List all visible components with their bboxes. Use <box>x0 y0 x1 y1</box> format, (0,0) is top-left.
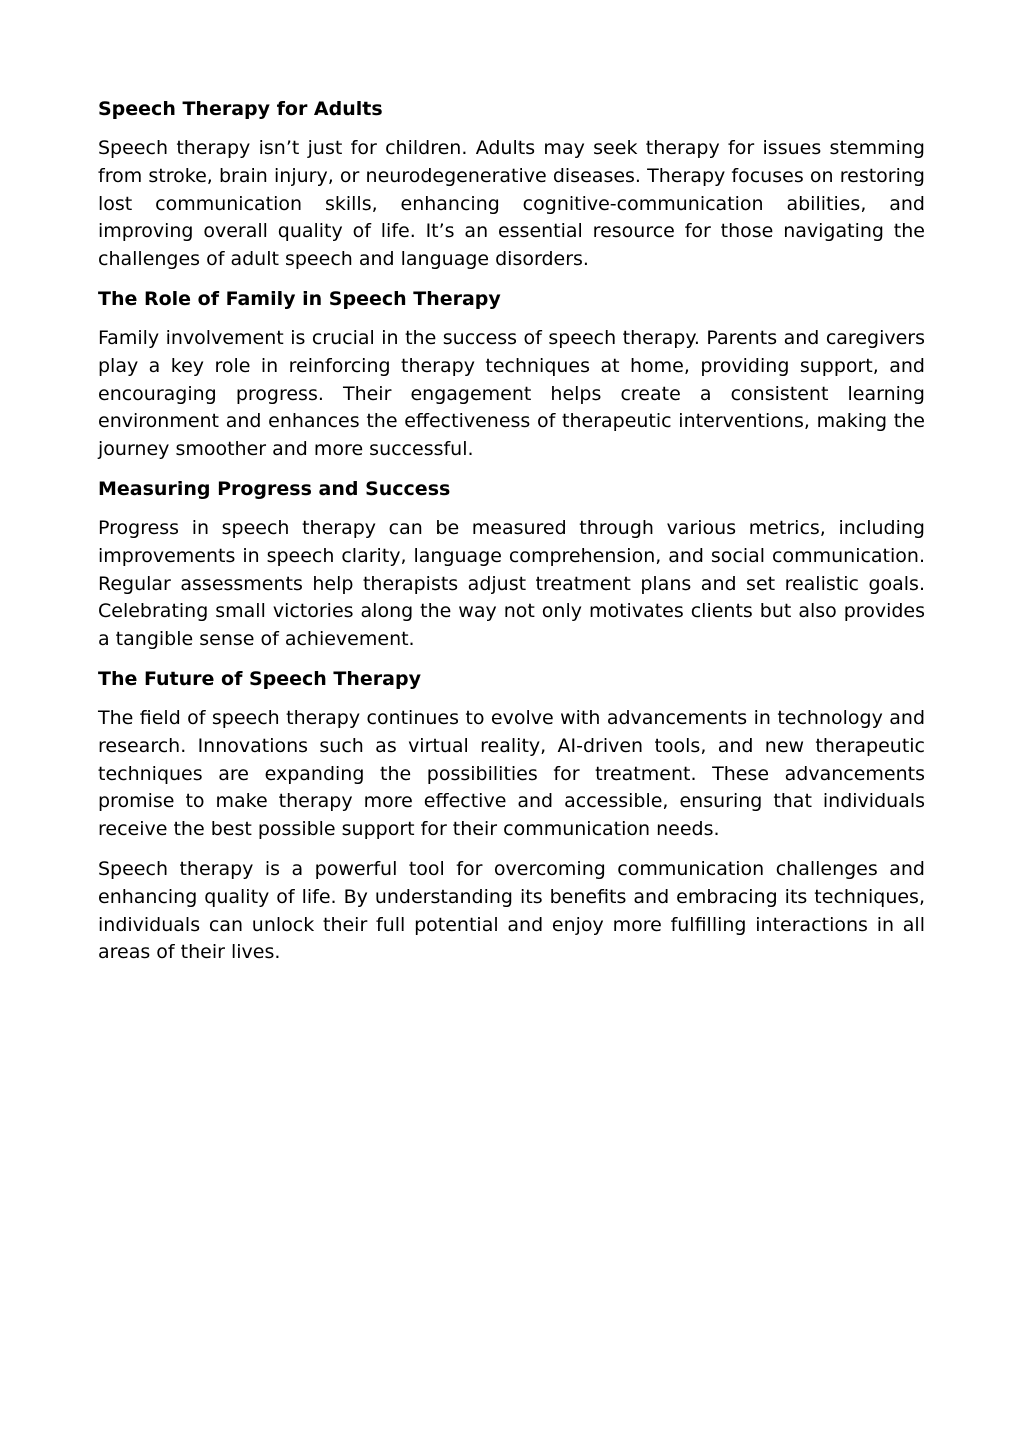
section-heading-progress: Measuring Progress and Success <box>98 477 451 500</box>
section-heading-future: The Future of Speech Therapy <box>98 667 421 690</box>
section-body-adults: Speech therapy isn’t just for children. Adults may seek therapy for issues stemming from stroke, brain injury, or neurodegenerative diseases. Therapy focuses on restoring lost communication skills, enhancing cognitive-communication abilities, and improving overall quality of life. It’s an essential resource for those navigating the challenges of adult speech and language disorders. <box>98 137 925 271</box>
document-page <box>98 96 925 979</box>
section-body-family: Family involvement is crucial in the success of speech therapy. Parents and caregivers play a key role in reinforcing therapy techniques at home, providing support, and encouraging progress. Their engagement helps create a consistent learning environment and enhances the effectiveness of therapeutic interventions, making the journey smoother and more successful. <box>98 326 925 461</box>
section-body-future: The field of speech therapy continues to evolve with advancements in technology and research. Innovations such as virtual reality, AI-driven tools, and new therapeutic techniques are expanding the possibilities for treatment. These advancements promise to make therapy more effective and accessible, ensuring that individuals receive the best possible support for their communication needs. <box>98 706 925 841</box>
section-body-progress: Progress in speech therapy can be measured through various metrics, including improvements in speech clarity, language comprehension, and social communication. Regular assessments help therapists adjust treatment plans and set realistic goals. Celebrating small victories along the way not only motivates clients but also provides a tangible sense of achievement. <box>98 516 925 651</box>
conclusion-paragraph: Speech therapy is a powerful tool for overcoming communication challenges and enhancing quality of life. By understanding its benefits and embracing its techniques, individuals can unlock their full potential and enjoy more fulfilling interactions in all areas of their lives. <box>98 857 925 964</box>
section-heading-family: The Role of Family in Speech Therapy <box>98 287 501 310</box>
section-heading-adults: Speech Therapy for Adults <box>98 98 383 120</box>
